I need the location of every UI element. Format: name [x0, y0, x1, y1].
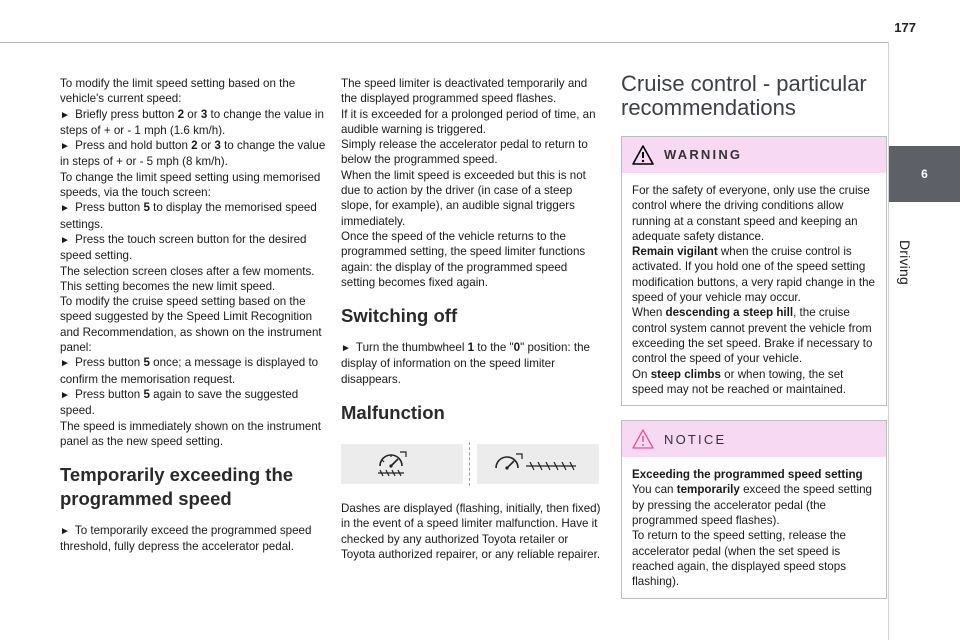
page-title: Cruise control - particular recommendations: [621, 71, 867, 120]
paragraph: The speed is immediately shown on the instrument panel as the new speed setting.: [60, 419, 321, 448]
paragraph: To modify the cruise speed setting based on the speed suggested by the Speed Limit Recognition and Recommendation, as shown on the instrument panel:: [60, 295, 322, 355]
paragraph: The selection screen closes after a few moments.: [60, 264, 315, 278]
paragraph: Remain vigilant when the cruise control is activated. If you hold one of the speed setting modification buttons, a very rapid change in the speed of your vehicle may occur.: [632, 245, 875, 305]
header-divider: [0, 42, 888, 43]
warning-box: [621, 136, 887, 406]
warning-label: WARNING: [664, 147, 743, 163]
warning-body: [622, 173, 886, 405]
paragraph: If it is exceeded for a prolonged period of time, an audible warning is triggered.: [341, 107, 596, 136]
bullet-item: ► Press the touch screen button for the desired speed setting.: [60, 232, 307, 263]
divider: [469, 442, 471, 486]
bullet-item: ► Press and hold button 2 or 3 to change the value in steps of + or - 5 mph (8 km/h).: [60, 139, 326, 169]
malfunction-icons: [341, 441, 603, 487]
paragraph: To return to the speed setting, release the accelerator pedal (when the set speed is reached again, the displayed speed stops flashing).: [632, 529, 846, 589]
notice-body: [622, 457, 886, 597]
speed-limiter-dashes-icon: [341, 444, 463, 484]
speed-limiter-dashes-icon: [477, 444, 599, 484]
chapter-tab[interactable]: 6: [889, 146, 960, 202]
paragraph: To modify the limit speed setting based on the vehicle's current speed:: [60, 77, 296, 106]
warning-triangle-icon: [632, 145, 654, 165]
bullet-item: ► Press button 5 once; a message is displayed to confirm the memorisation request.: [60, 356, 319, 386]
paragraph: When the limit speed is exceeded but this is not due to action by the driver (in case of a steep slope, for example), an audible signal triggers immediately.: [341, 168, 586, 228]
notice-triangle-icon: [632, 429, 654, 449]
paragraph: You can temporarily exceed the speed setting by pressing the accelerator pedal (the programmed speed flashes).: [632, 483, 872, 528]
page-number: 177: [894, 20, 916, 35]
section-heading-malfunction: Malfunction: [341, 402, 445, 424]
bullet-item: ► Press button 5 to display the memorised speed settings.: [60, 201, 317, 231]
column-1: [60, 76, 326, 555]
paragraph: On steep climbs or when towing, the set speed may not be reached or maintained.: [632, 367, 846, 396]
arrow-bullet-icon: ►: [60, 526, 70, 538]
notice-heading: Exceeding the programmed speed setting: [632, 468, 863, 482]
paragraph: When descending a steep hill, the cruise control system cannot prevent the vehicle from exceeding the set speed. Brake if necessary to control the speed of your vehicle.: [632, 306, 873, 366]
notice-header: [622, 421, 886, 457]
bullet-item: ► To temporarily exceed the programmed speed threshold, fully depress the accelerator pedal.: [60, 524, 312, 554]
arrow-bullet-icon: ►: [60, 141, 70, 153]
section-heading-switching-off: Switching off: [341, 305, 458, 327]
section-heading: Temporarily exceeding the programmed speed: [60, 464, 294, 510]
paragraph: For the safety of everyone, only use the cruise control where the driving conditions allow running at a constant speed and keeping an adequate safety distance.: [632, 184, 870, 243]
arrow-bullet-icon: ►: [60, 234, 70, 246]
side-divider: [888, 42, 889, 640]
arrow-bullet-icon: ►: [60, 389, 70, 401]
bullet-item: ► Briefly press button 2 or 3 to change the value in steps of + or - 1 mph (1.6 km/h).: [60, 107, 324, 137]
bullet-item: ► Turn the thumbwheel 1 to the "0" position: the display of information on the speed limiter disappears.: [341, 341, 590, 386]
paragraph: Dashes are displayed (flashing, initially, then fixed) in the event of a speed limiter malfunction. Have it checked by any authorized Toyota retailer or Toyota authorized repairer, or any reliable repairer.: [341, 502, 601, 561]
bullet-item: ► Press button 5 again to save the suggested speed.: [60, 387, 299, 418]
paragraph: The speed limiter is deactivated temporarily and the displayed programmed speed flashes.: [341, 77, 588, 106]
chapter-label: Driving: [897, 240, 913, 285]
warning-header: [622, 137, 886, 173]
notice-box: [621, 420, 887, 598]
paragraph: This setting becomes the new limit speed.: [60, 279, 276, 293]
arrow-bullet-icon: ►: [60, 358, 70, 370]
notice-label: NOTICE: [664, 431, 727, 447]
paragraph: Simply release the accelerator pedal to return to below the programmed speed.: [341, 138, 588, 167]
arrow-bullet-icon: ►: [341, 343, 351, 355]
paragraph: Once the speed of the vehicle returns to the programmed setting, the speed limiter functions again: the display of the programmed speed setting becomes fixed again.: [341, 229, 586, 289]
arrow-bullet-icon: ►: [60, 203, 70, 215]
paragraph: To change the limit speed setting using memorised speeds, via the touch screen:: [60, 170, 321, 200]
column-2: [341, 76, 603, 562]
column-3: [621, 72, 887, 613]
arrow-bullet-icon: ►: [60, 109, 70, 121]
